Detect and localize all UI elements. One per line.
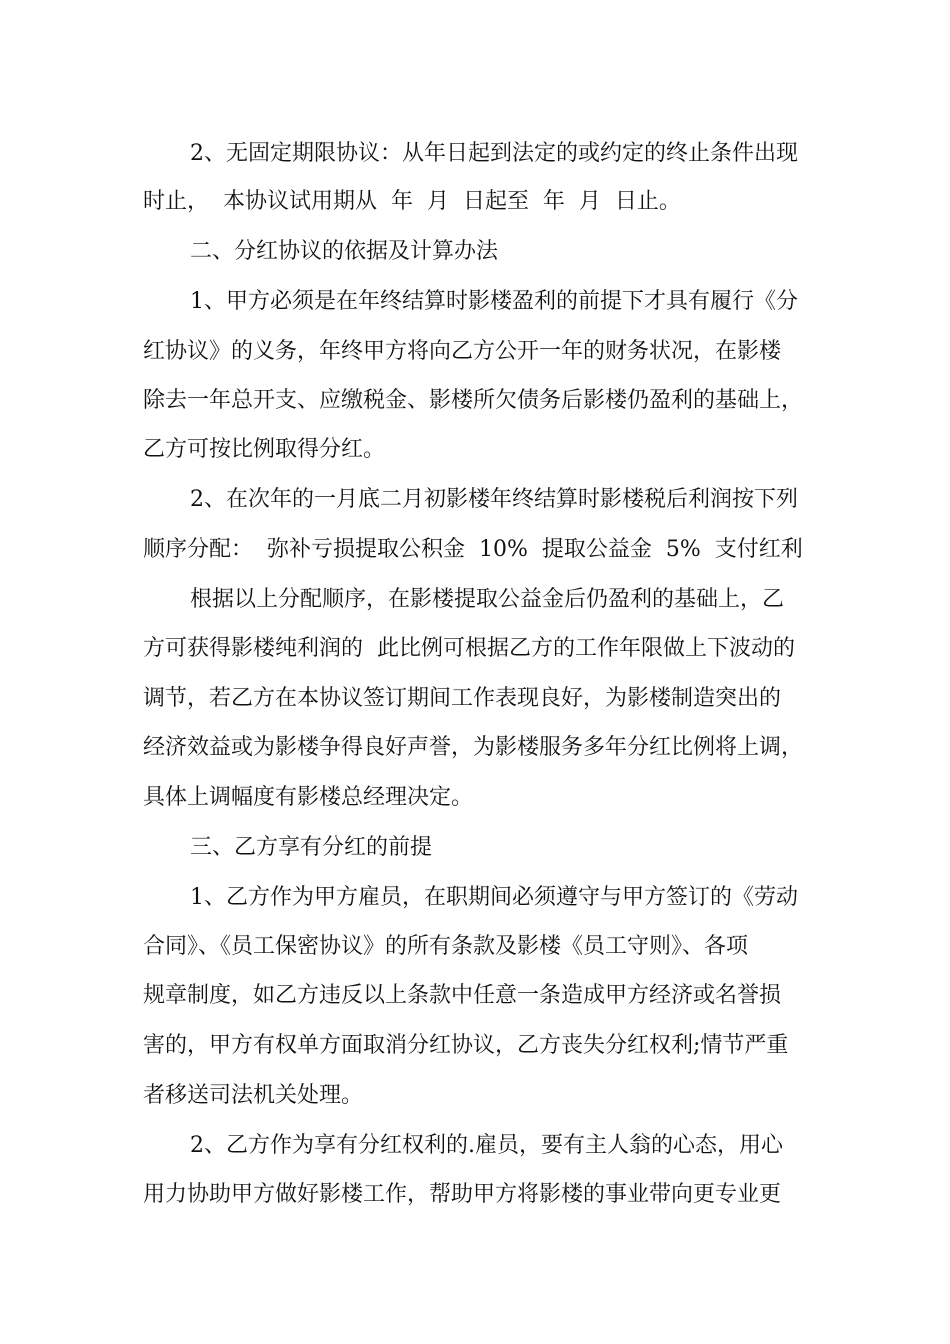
paragraph-line: 具体上调幅度有影楼总经理决定。 xyxy=(143,785,474,810)
section-heading: 三、乙方享有分红的前提 xyxy=(190,835,433,860)
paragraph-line: 用力协助甲方做好影楼工作，帮助甲方将影楼的事业带向更专业更 xyxy=(143,1182,782,1207)
paragraph-line: 乙方可按比例取得分红。 xyxy=(143,437,386,462)
paragraph-line: 害的，甲方有权单方面取消分红协议，乙方丧失分红权利;情节严重 xyxy=(143,1033,789,1058)
paragraph-line: 2、在次年的一月底二月初影楼年终结算时影楼税后利润按下列 xyxy=(190,487,798,512)
paragraph-line: 1、甲方必须是在年终结算时影楼盈利的前提下才具有履行《分 xyxy=(190,289,798,314)
paragraph-line: 方可获得影楼纯利润的 此比例可根据乙方的工作年限做上下波动的 xyxy=(143,636,795,661)
paragraph-line: 经济效益或为影楼争得良好声誉，为影楼服务多年分红比例将上调， xyxy=(143,735,804,760)
section-heading: 二、分红协议的依据及计算办法 xyxy=(190,239,499,264)
paragraph-line: 红协议》的义务，年终甲方将向乙方公开一年的财务状况，在影楼 xyxy=(143,339,782,364)
paragraph-line: 顺序分配： 弥补亏损提取公积金 10% 提取公益金 5% 支付红利 xyxy=(143,537,803,562)
paragraph-line: 调节，若乙方在本协议签订期间工作表现良好，为影楼制造突出的 xyxy=(143,686,782,711)
paragraph-line: 时止， 本协议试用期从 年 月 日起至 年 月 日止。 xyxy=(143,189,681,214)
paragraph-line: 除去一年总开支、应缴税金、影楼所欠债务后影楼仍盈利的基础上， xyxy=(143,388,804,413)
paragraph-line: 2、无固定期限协议：从年日起到法定的或约定的终止条件出现 xyxy=(190,141,798,166)
paragraph-line: 2、乙方作为享有分红权利的.雇员，要有主人翁的心态，用心 xyxy=(190,1133,783,1158)
paragraph-line: 根据以上分配顺序，在影楼提取公益金后仍盈利的基础上，乙 xyxy=(190,587,785,612)
paragraph-line: 者移送司法机关处理。 xyxy=(143,1083,364,1108)
paragraph-line: 规章制度，如乙方违反以上条款中任意一条造成甲方经济或名誉损 xyxy=(143,983,782,1008)
paragraph-line: 合同》、《员工保密协议》的所有条款及影楼《员工守则》、各项 xyxy=(143,934,749,959)
paragraph-line: 1、乙方作为甲方雇员，在职期间必须遵守与甲方签订的《劳动 xyxy=(190,885,798,910)
